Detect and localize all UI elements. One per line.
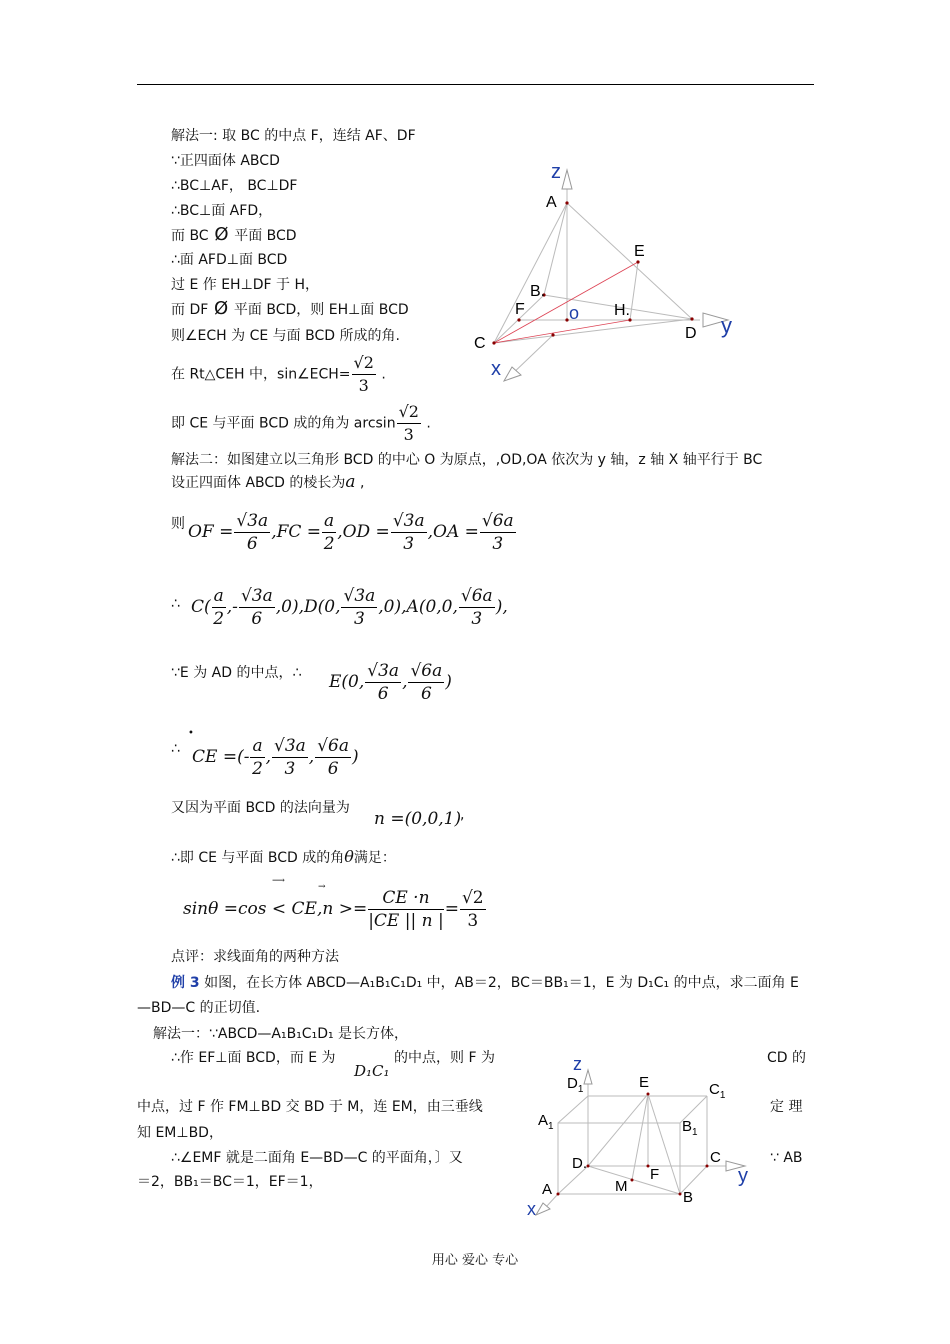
line-3: ∴BC⊥AF， BC⊥DF	[171, 178, 298, 194]
point-B1: $B_1$	[682, 1118, 698, 1138]
header-rule	[137, 84, 814, 85]
line-19-text: ∴即 CE 与平面 BCD 成的角	[171, 850, 345, 866]
frac	[239, 585, 275, 630]
point-E: E	[639, 1074, 650, 1091]
den: 6	[420, 684, 432, 704]
point-H: H.	[614, 302, 630, 319]
line-5b: 平面 BCD	[234, 228, 297, 244]
line-10: 在 Rt△CEH 中，sin∠ECH= $\frac{√2}{3}$ .	[171, 353, 386, 395]
line-19-tail: 满足：	[353, 850, 396, 866]
line-19	[171, 848, 396, 867]
den: 3	[471, 609, 483, 629]
points	[557, 1093, 709, 1196]
line-11-text: 即 CE 与平面 BCD 成的角为 arcsin	[171, 415, 396, 432]
formula-lengths	[188, 510, 517, 555]
point-B: B	[683, 1189, 694, 1206]
example-3-label: 例 3	[171, 975, 200, 991]
line-13-text: 设正四面体 ABCD 的棱长为	[171, 475, 346, 491]
edge-D1A1	[558, 1096, 588, 1123]
den: 3	[353, 609, 365, 629]
den: |CE || n |	[368, 911, 444, 931]
line-14-label: 则	[171, 516, 185, 532]
example-3	[171, 974, 799, 992]
D1C1-label: D₁C₁	[354, 1062, 390, 1080]
num: CE ·n	[368, 887, 444, 910]
frac-result	[460, 887, 486, 932]
example-3-text-2: —BD—C 的正切值.	[137, 1000, 261, 1016]
num: √3a	[343, 586, 376, 606]
comma: ,	[265, 747, 271, 767]
frac	[212, 585, 226, 630]
solution-line-3a: 中点，过 F 作 FM⊥BD 交 BD 于 M，连 EM，由三垂线	[137, 1099, 483, 1115]
num: √3a	[236, 511, 269, 531]
den: 6	[246, 534, 258, 554]
denominator: 3	[403, 425, 414, 444]
solution-line-1: 解法一：∵ABCD—A₁B₁C₁D₁ 是长方体，	[153, 1026, 409, 1042]
theta: θ	[344, 847, 354, 866]
z-arrowhead	[562, 170, 572, 189]
num: √2	[461, 888, 484, 908]
line-EM	[632, 1094, 648, 1180]
subset-symbol: Ø	[208, 298, 234, 319]
line-8b: 平面 BCD，则 EH⊥面 BCD	[233, 302, 409, 318]
solution-line-2b: 的中点，则 F 为	[394, 1050, 495, 1066]
point-F: F	[515, 301, 525, 318]
frac	[272, 735, 308, 780]
tetrahedron-figure	[460, 155, 760, 395]
frac	[315, 735, 351, 780]
point-E: E	[634, 243, 645, 260]
num: √6a	[460, 586, 493, 606]
den: 3	[403, 534, 415, 554]
den: 2	[323, 534, 335, 554]
point-D1: $D_1$	[567, 1075, 584, 1095]
cuboid-figure	[520, 1050, 760, 1220]
formula-CE	[192, 735, 359, 780]
FC-term: ,FC =	[271, 522, 322, 542]
eq: =	[444, 899, 459, 919]
line-18: 又因为平面 BCD 的法向量为	[171, 800, 350, 816]
OF-term: OF =	[188, 522, 234, 542]
frac	[480, 510, 516, 555]
comma: ,	[402, 672, 408, 692]
den: 2	[252, 759, 263, 779]
line-6: ∴面 AFD⊥面 BCD	[171, 252, 288, 268]
close: ),	[495, 597, 508, 617]
CE-open: CE =(-	[192, 747, 250, 767]
point-M: M	[615, 1178, 628, 1195]
num: √3a	[367, 661, 400, 681]
point-A: A	[542, 1181, 553, 1198]
line-8a: 而 DF	[171, 302, 209, 318]
C-open: C(	[191, 597, 211, 617]
solution-line-3b: 定 理	[770, 1099, 803, 1115]
frac	[365, 660, 401, 705]
num: √6a	[317, 736, 349, 756]
num: √6a	[481, 511, 514, 531]
frac	[391, 510, 427, 555]
A-open: ,0),A(0,0,	[378, 597, 458, 617]
frac	[459, 585, 495, 630]
frac	[322, 510, 336, 555]
numerator: √2	[352, 352, 376, 375]
example-3-text: 如图，在长方体 ABCD—A₁B₁C₁D₁ 中，AB＝2，BC＝BB₁＝1，E 为 D₁C₁ 的中点，求二面角 E	[204, 975, 799, 991]
line-DE	[588, 1094, 648, 1166]
point-O: o	[569, 303, 580, 323]
point-D: D	[685, 325, 697, 342]
den: 6	[251, 609, 263, 629]
solution-line-2a: ∴作 EF⊥面 BCD，而 E 为	[171, 1050, 336, 1066]
edge-CD	[494, 319, 692, 343]
axis-z-label: z	[573, 1054, 582, 1074]
line-5a: 而 BC	[171, 228, 209, 244]
edge-AC	[494, 203, 567, 343]
formula-sin	[183, 887, 487, 932]
line-5	[171, 226, 297, 245]
solution-line-6: ＝2，BB₁＝BC＝1，EF＝1，	[137, 1174, 323, 1190]
line-16-label: ∵E 为 AD 的中点，∴	[171, 665, 302, 681]
den: 2	[213, 609, 225, 629]
axis-z-label: z	[551, 161, 561, 183]
num: √6a	[410, 661, 443, 681]
line-17-label: ∴	[171, 741, 180, 757]
close: )	[445, 672, 452, 692]
normal-vector: n =(0,0,1)	[374, 809, 462, 829]
vec-arrow-CE: ⟶	[272, 876, 285, 886]
formula-E	[329, 660, 452, 705]
fraction-sqrt2-3	[397, 401, 421, 446]
D-open: ,0),D(0,	[275, 597, 341, 617]
OA-term: ,OA =	[427, 522, 479, 542]
line-13: 设正四面体 ABCD 的棱长为a ,	[171, 472, 365, 492]
page-footer: 用心 爱心 专心	[431, 1253, 519, 1268]
sin-lhs: sinθ =cos < CE,n >=	[183, 899, 368, 919]
den: 3	[284, 759, 296, 779]
subset-symbol: Ø	[208, 224, 235, 245]
points	[492, 201, 693, 344]
line-4: ∴BC⊥面 AFD，	[171, 203, 273, 219]
OD-term: ,OD =	[337, 522, 390, 542]
vec-arrow-n: →	[318, 882, 326, 892]
z-arrowhead	[584, 1070, 592, 1084]
solution-line-2c: CD 的	[767, 1050, 807, 1066]
frac	[341, 585, 377, 630]
denominator: 3	[358, 376, 369, 395]
num: a	[213, 586, 224, 606]
den: 3	[467, 911, 479, 931]
line-11: 即 CE 与平面 BCD 成的角为 arcsin $\frac{√2}{3}$ .	[171, 402, 431, 444]
point-C: C	[474, 335, 486, 352]
x-arrowhead	[504, 367, 521, 381]
comma-minus: ,-	[226, 597, 238, 617]
line-8	[171, 300, 409, 319]
line-7: 过 E 作 EH⊥DF 于 H，	[171, 277, 320, 293]
num: √3a	[274, 736, 306, 756]
point-C1: $C_1$	[709, 1081, 726, 1101]
point-F: F	[650, 1166, 660, 1183]
formula-coordinates	[191, 585, 508, 630]
axis-y-label: y	[721, 313, 732, 338]
edge-length-a: a	[345, 472, 356, 492]
axis-x-label: x	[491, 358, 501, 380]
vector-dot: •	[188, 728, 194, 739]
line-12: 解法二：如图建立以三角形 BCD 的中心 O 为原点，,OD,OA 依次为 y 轴，z 轴 X 轴平行于 BC	[171, 452, 763, 468]
num: √3a	[392, 511, 425, 531]
num: a	[252, 736, 263, 756]
line-2: ∵正四面体 ABCD	[171, 153, 280, 169]
line-9: 则∠ECH 为 CE 与面 BCD 所成的角.	[171, 328, 400, 344]
axis-y-label: y	[738, 1165, 748, 1187]
numerator: √2	[397, 401, 421, 424]
line-15-label: ∴	[171, 596, 180, 612]
fraction-sqrt2-3	[352, 352, 376, 397]
line-1: 解法一: 取 BC 的中点 F，连结 AF、DF	[171, 128, 416, 144]
den: 6	[327, 759, 339, 779]
frac	[408, 660, 444, 705]
axis-x-label: x	[527, 1199, 536, 1219]
close: )	[352, 747, 359, 767]
line-EH	[630, 262, 638, 320]
num: a	[324, 511, 335, 531]
point-D: D.	[572, 1155, 587, 1172]
point-A1: $A_1$	[538, 1112, 554, 1132]
comma: ,	[308, 747, 315, 767]
point-C: C	[710, 1149, 721, 1166]
line-10-text: 在 Rt△CEH 中，sin∠ECH=	[171, 366, 351, 383]
den: 3	[492, 534, 504, 554]
E-open: E(0,	[329, 672, 365, 692]
point-B: B.	[530, 283, 546, 300]
solution-line-5b: ∵ AB	[770, 1150, 803, 1166]
edge-AB	[544, 203, 567, 295]
num: √3a	[240, 586, 273, 606]
solution-line-5a: ∴∠EMF 就是二面角 E—BD—C 的平面角，〕又	[171, 1150, 463, 1166]
line-20: 点评：求线面角的两种方法	[171, 949, 339, 965]
frac	[234, 510, 270, 555]
frac	[250, 735, 264, 780]
solution-line-4: 知 EM⊥BD，	[137, 1125, 223, 1141]
frac-cos	[368, 887, 444, 932]
point-A: A	[546, 194, 557, 211]
den: 6	[377, 684, 389, 704]
comma-mark: ,	[460, 807, 465, 823]
